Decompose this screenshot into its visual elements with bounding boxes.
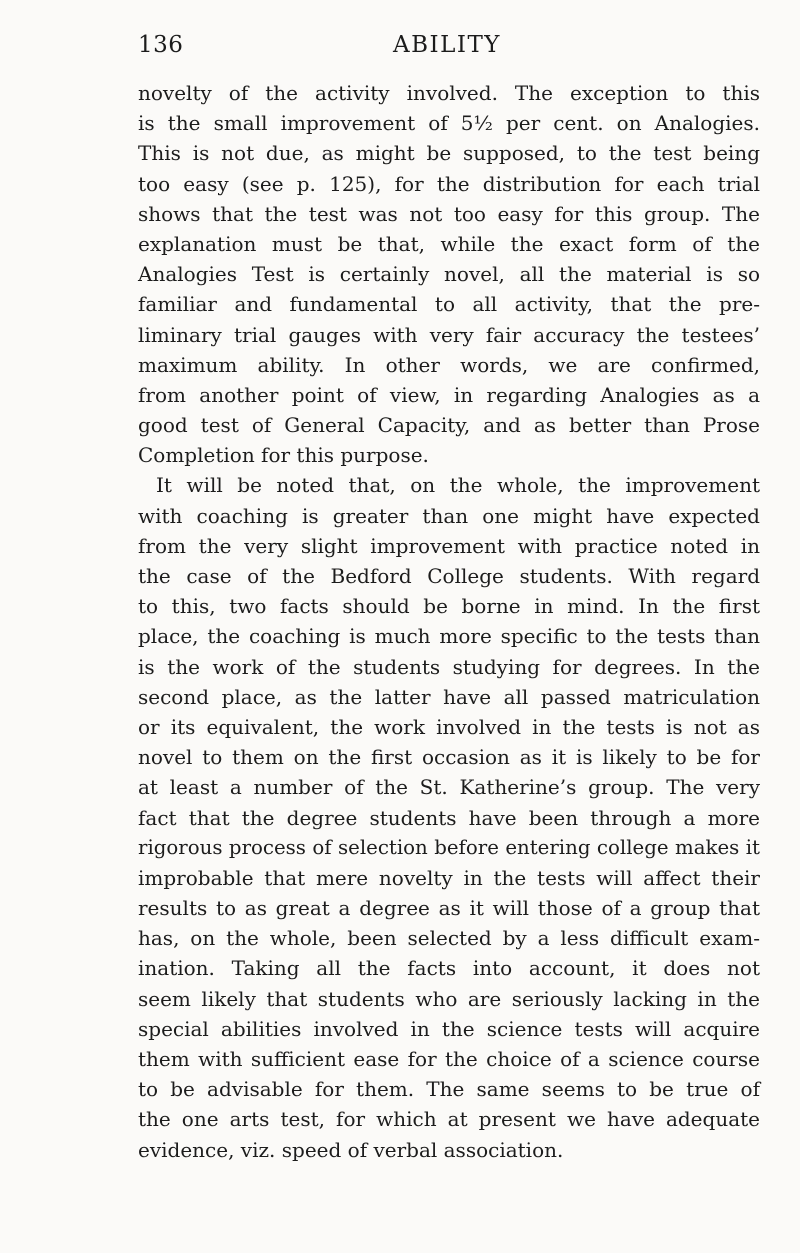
- text-line: novel to them on the first occasion as it is likely to be for: [138, 745, 760, 770]
- text-line: from another point of view, in regarding Analogies as a: [138, 382, 760, 407]
- text-line: This is not due, as might be supposed, to the test being: [138, 141, 760, 166]
- text-line: has, on the whole, been selected by a less difficult exam-: [138, 926, 760, 951]
- text-line: the case of the Bedford College students. With regard: [138, 564, 760, 588]
- text-line: at least a number of the St. Katherine’s group. The very: [138, 775, 760, 800]
- running-head: ABILITY: [393, 32, 501, 58]
- text-line: ination. Taking all the facts into account, it does not: [138, 956, 760, 981]
- page-number: 136: [138, 32, 184, 58]
- text-line: It will be noted that, on the whole, the improvement: [156, 473, 760, 498]
- text-line: fact that the degree students have been through a more: [138, 805, 760, 830]
- text-line: rigorous process of selection before entering college makes it: [138, 835, 760, 859]
- text-line: Analogies Test is certainly novel, all the material is so: [138, 262, 760, 287]
- text-line: improbable that mere novelty in the tests will affect their: [138, 865, 760, 890]
- text-line: place, the coaching is much more specific to the tests than: [138, 624, 760, 649]
- text-line: explanation must be that, while the exact form of the: [138, 231, 760, 256]
- text-line: maximum ability. In other words, we are confirmed,: [138, 352, 760, 377]
- text-line: too easy (see p. 125), for the distribution for each trial: [138, 171, 760, 196]
- text-line: them with sufficient ease for the choice of a science course: [138, 1047, 760, 1071]
- text-line: to be advisable for them. The same seems to be true of: [138, 1077, 760, 1102]
- text-line: to this, two facts should be borne in mind. In the first: [138, 594, 760, 619]
- text-line: liminary trial gauges with very fair accuracy the testees’: [138, 322, 760, 347]
- text-line: is the work of the students studying for degrees. In the: [138, 654, 760, 679]
- text-line: evidence, viz. speed of verbal association.: [138, 1137, 564, 1162]
- text-line: results to as great a degree as it will those of a group that: [138, 896, 760, 921]
- text-line: the one arts test, for which at present we have adequate: [138, 1107, 760, 1132]
- text-line: novelty of the activity involved. The exception to this: [138, 81, 760, 105]
- text-line: Completion for this purpose.: [138, 443, 429, 468]
- text-line: familiar and fundamental to all activity, that the pre-: [138, 292, 760, 317]
- text-line: shows that the test was not too easy for this group. The: [138, 201, 760, 226]
- text-line: from the very slight improvement with practice noted in: [138, 533, 760, 558]
- text-line: seem likely that students who are seriously lacking in the: [138, 986, 760, 1011]
- body-text: [138, 78, 760, 1165]
- text-line: with coaching is greater than one might have expected: [138, 503, 760, 528]
- text-line: second place, as the latter have all passed matriculation: [138, 684, 760, 709]
- page-header: [138, 32, 758, 66]
- text-line: good test of General Capacity, and as better than Prose: [138, 413, 760, 438]
- text-line: is the small improvement of 5½ per cent. on Analogies.: [138, 111, 760, 136]
- text-line: special abilities involved in the science tests will acquire: [138, 1016, 760, 1041]
- text-line: or its equivalent, the work involved in the tests is not as: [138, 714, 760, 739]
